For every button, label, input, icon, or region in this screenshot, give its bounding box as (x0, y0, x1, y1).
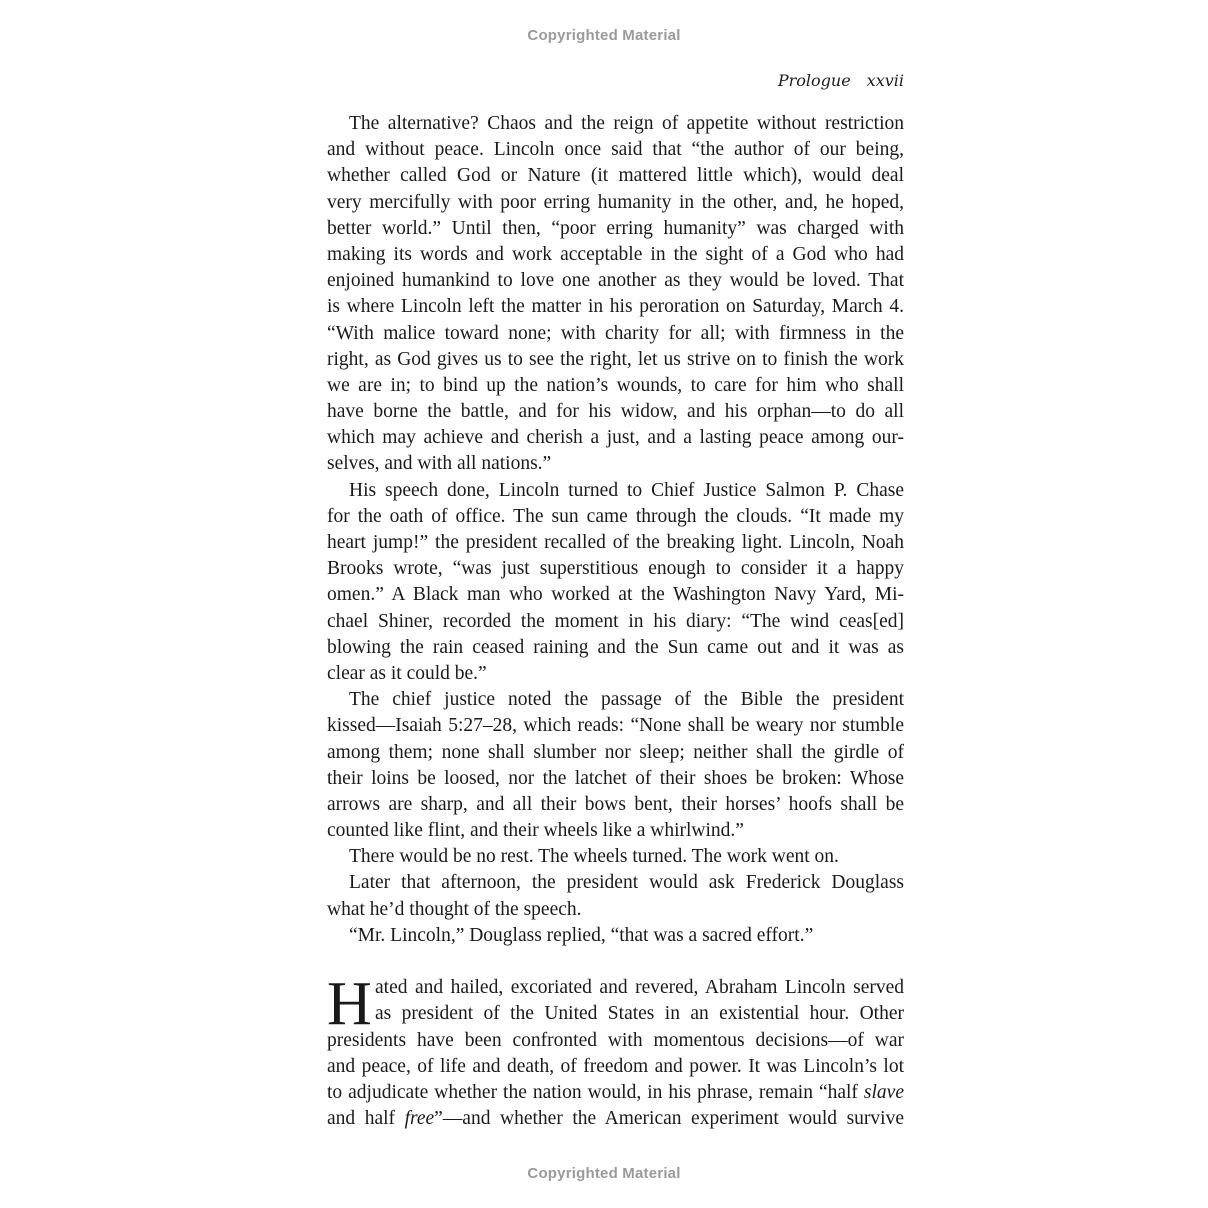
paragraph (327, 870, 904, 922)
italic-word: free (404, 1108, 435, 1130)
text-segment: to adjudicate whether the nation would, in his phrase, remain “half (327, 1081, 864, 1103)
text-line: and without peace. Lincoln once said that “the author of our being, (327, 139, 904, 161)
text-line: their loins be loosed, nor the latchet of their shoes be broken: Whose (327, 767, 904, 789)
text-line (327, 1106, 904, 1132)
section-title: Prologue (777, 71, 851, 90)
drop-cap: H (327, 970, 372, 1039)
text-line: Later that afternoon, the president would ask Frederick Douglass (349, 872, 904, 894)
text-line (327, 1080, 904, 1106)
text-line: what he’d thought of the speech. (327, 898, 582, 920)
text-line: have borne the battle, and for his widow, and his orphan—to do all (327, 401, 904, 423)
text-line: omen.” A Black man who worked at the Washington Navy Yard, Mi- (327, 584, 904, 606)
text-line: for the oath of office. The sun came through the clouds. “It made my (327, 505, 904, 527)
text-line: blowing the rain ceased raining and the Sun came out and it was as (327, 636, 904, 658)
text-line: very mercifully with poor erring humanity in the other, and, he hoped, (327, 191, 904, 213)
text-segment: ”—and whether the American experiment would survive (434, 1108, 904, 1130)
text-line: heart jump!” the president recalled of the breaking light. Lincoln, Noah (327, 532, 904, 553)
copyright-watermark-top: Copyrighted Material (527, 27, 681, 44)
text-line: selves, and with all nations.” (327, 453, 552, 475)
italic-word: slave (863, 1081, 904, 1103)
text-line: There would be no rest. The wheels turned. The work went on. (349, 846, 839, 868)
text-line: counted like flint, and their wheels like a whirlwind.” (327, 820, 744, 842)
text-line: which may achieve and cherish a just, and a lasting peace among our- (327, 427, 904, 449)
body-text (327, 111, 904, 1132)
text-line: His speech done, Lincoln turned to Chief Justice Salmon P. Chase (349, 479, 904, 501)
text-line: whether called God or Nature (it mattered little which), would deal (327, 165, 904, 187)
text-line: Brooks wrote, “was just superstitious enough to consider it a happy (327, 558, 904, 580)
text-line: The chief justice noted the passage of the Bible the president (349, 689, 904, 711)
text-line: among them; none shall slumber nor sleep; neither shall the girdle of (327, 741, 904, 763)
text-line: better world.” Until then, “poor erring humanity” was charged with (327, 217, 904, 239)
section-opening-paragraph (327, 970, 904, 1132)
text-line: The alternative? Chaos and the reign of appetite without restriction (349, 113, 904, 134)
paragraph (327, 844, 904, 870)
text-line: and peace, of life and death, of freedom and power. It was Lincoln’s lot (327, 1055, 904, 1077)
text-line: right, as God gives us to see the right, let us strive on to finish the work (327, 348, 904, 370)
text-line: “With malice toward none; with charity for all; with firmness in the (327, 322, 904, 344)
paragraph (327, 111, 904, 478)
running-head (327, 71, 904, 90)
copyright-watermark-bottom: Copyrighted Material (527, 1165, 681, 1182)
text-line: arrows are sharp, and all their bows bent, their horses’ hoofs shall be (327, 793, 904, 815)
text-line: “Mr. Lincoln,” Douglass replied, “that was a sacred effort.” (349, 924, 814, 946)
text-line: chael Shiner, recorded the moment in his diary: “The wind ceas[ed] (327, 610, 904, 632)
paragraph (327, 923, 904, 949)
page-number: xxvii (866, 71, 904, 90)
text-segment: and half (327, 1108, 405, 1130)
text-line: presidents have been confronted with momentous decisions—of war (327, 1029, 904, 1051)
paragraph (327, 478, 904, 688)
text-line: kissed—Isaiah 5:27–28, which reads: “None shall be weary nor stumble (327, 715, 904, 737)
section-break (327, 949, 904, 975)
paragraph (327, 687, 904, 844)
text-line: ated and hailed, excoriated and revered, Abraham Lincoln served (375, 977, 904, 999)
text-line: clear as it could be.” (327, 662, 487, 684)
text-line: is where Lincoln left the matter in his peroration on Saturday, March 4. (327, 296, 904, 318)
text-line: we are in; to bind up the nation’s wounds, to care for him who shall (327, 374, 904, 396)
text-line: as president of the United States in an existential hour. Other (375, 1003, 904, 1025)
text-line: enjoined humankind to love one another as they would be loved. That (327, 270, 904, 292)
text-line: making its words and work acceptable in the sight of a God who had (327, 243, 904, 265)
